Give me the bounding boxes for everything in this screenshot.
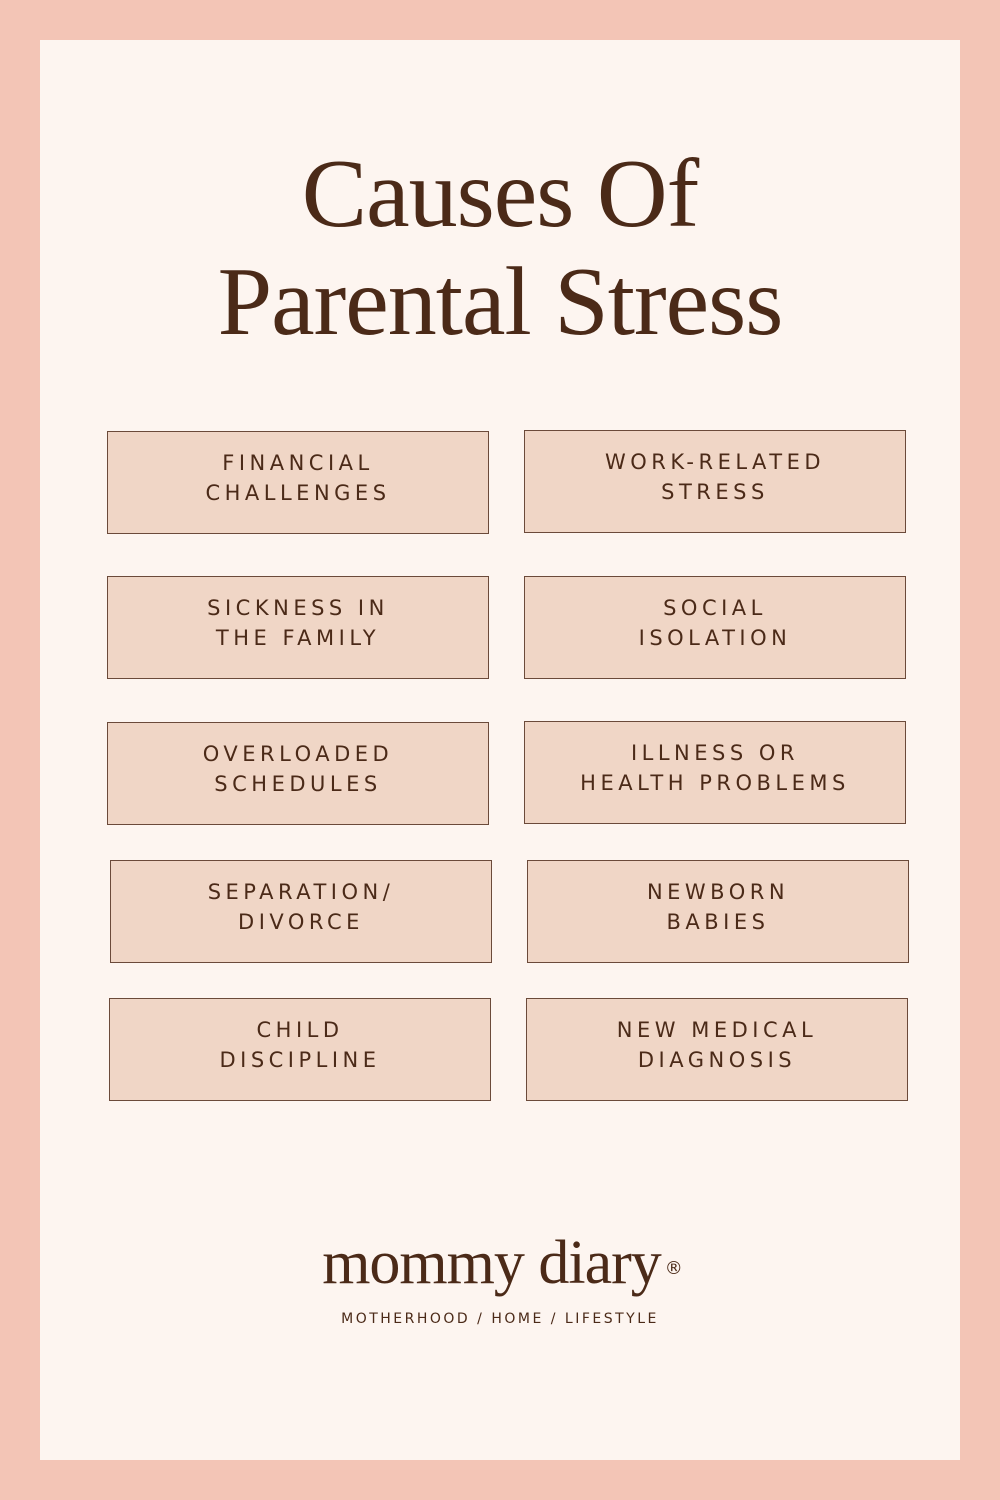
cause-card-overloaded — [107, 722, 489, 825]
title-line-2: Parental Stress — [217, 248, 783, 356]
cause-card-social — [524, 576, 906, 679]
cause-label: NEW MEDICAL DIAGNOSIS — [616, 1017, 818, 1072]
brand-name: mommy diary — [322, 1229, 661, 1297]
cause-label: SEPARATION/ DIVORCE — [207, 879, 395, 934]
cause-label: OVERLOADED SCHEDULES — [202, 741, 394, 796]
cause-label: ILLNESS OR HEALTH PROBLEMS — [580, 740, 850, 795]
cause-card-diagnosis — [526, 998, 908, 1101]
cause-card-sickness — [107, 576, 489, 679]
page-title — [0, 140, 1000, 356]
cause-label: NEWBORN BABIES — [646, 879, 790, 934]
brand-tagline: MOTHERHOOD / HOME / LIFESTYLE — [341, 1311, 659, 1327]
registered-mark: ® — [664, 1258, 682, 1279]
cause-label: FINANCIAL CHALLENGES — [205, 450, 391, 505]
cause-card-financial — [107, 431, 489, 534]
cause-label: SOCIAL ISOLATION — [638, 595, 792, 650]
cause-card-work — [524, 430, 906, 533]
cause-card-newborn — [527, 860, 909, 963]
cause-card-illness — [524, 721, 906, 824]
cause-label: CHILD DISCIPLINE — [219, 1017, 381, 1072]
cause-label: WORK-RELATED STRESS — [604, 449, 826, 504]
cause-card-discipline — [109, 998, 491, 1101]
cause-card-separation — [110, 860, 492, 963]
brand-logo — [0, 1228, 1000, 1298]
cause-label: SICKNESS IN THE FAMILY — [207, 595, 389, 650]
title-line-1: Causes Of — [301, 140, 699, 248]
